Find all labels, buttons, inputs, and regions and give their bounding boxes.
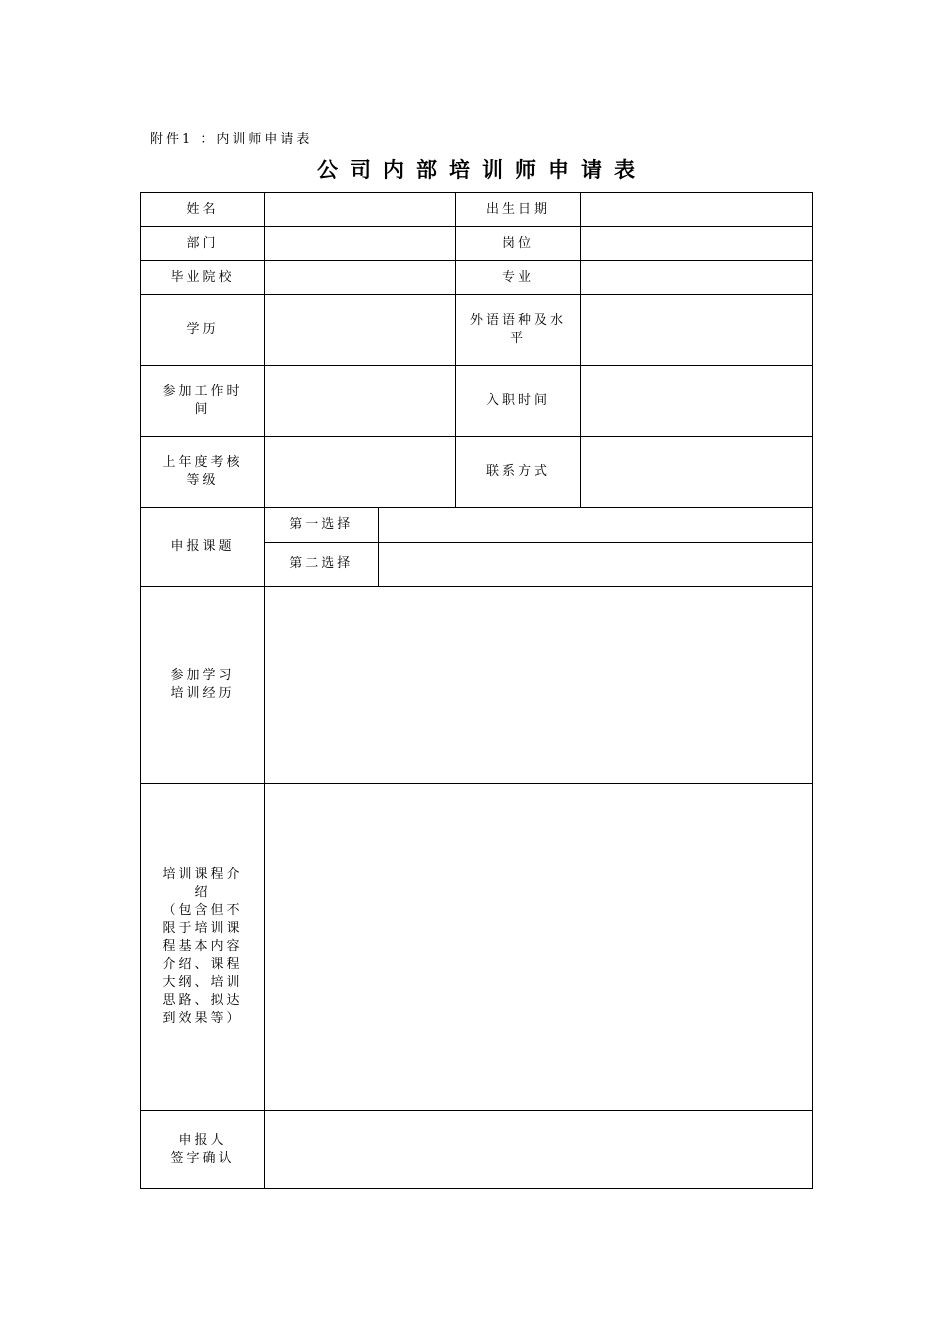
row-applicant — [141, 1111, 813, 1189]
field-major[interactable] — [581, 261, 813, 295]
label-work-start-line2: 间 — [194, 402, 211, 417]
label-major: 专业 — [456, 261, 581, 295]
label-applicant — [141, 1111, 265, 1189]
label-language-line2: 平 — [509, 331, 526, 346]
application-form — [140, 192, 813, 1189]
label-course-intro-line: 介绍、课程 — [162, 957, 243, 972]
row-work-start — [141, 366, 813, 437]
label-topics: 申报课题 — [141, 508, 265, 587]
label-experience-line2: 培训经历 — [170, 686, 235, 701]
label-applicant-line2: 签字确认 — [170, 1150, 235, 1166]
field-course-intro[interactable] — [265, 784, 813, 1111]
field-department[interactable] — [265, 227, 456, 261]
field-applicant-signature[interactable] — [265, 1111, 813, 1189]
field-name[interactable] — [265, 193, 456, 227]
field-contact[interactable] — [581, 437, 813, 508]
row-topics — [141, 508, 813, 587]
row-experience — [141, 587, 813, 784]
label-language — [456, 295, 581, 366]
label-evaluation — [141, 437, 265, 508]
row-education — [141, 295, 813, 366]
label-hire-date: 入职时间 — [456, 366, 581, 437]
field-school[interactable] — [265, 261, 456, 295]
label-birth-date: 出生日期 — [456, 193, 581, 227]
label-experience-line1: 参加学习 — [170, 668, 235, 683]
row-department — [141, 227, 813, 261]
label-choice-1: 第一选择 — [265, 508, 378, 542]
label-contact: 联系方式 — [456, 437, 581, 508]
field-experience[interactable] — [265, 587, 813, 784]
label-work-start-line1: 参加工作时 — [162, 384, 243, 399]
label-course-intro-line: 大纲、培训 — [162, 975, 243, 990]
label-course-intro-line: 思路、拟达 — [162, 993, 243, 1008]
label-course-intro-line: 限于培训课 — [162, 921, 243, 936]
field-choice-1[interactable] — [378, 508, 812, 542]
label-evaluation-line2: 等级 — [186, 473, 219, 488]
label-name: 姓名 — [141, 193, 265, 227]
attachment-label: 附件1 ：内训师申请表 — [150, 132, 313, 147]
label-department: 部门 — [141, 227, 265, 261]
field-education[interactable] — [265, 295, 456, 366]
field-evaluation[interactable] — [265, 437, 456, 508]
label-course-intro-line: 绍 — [194, 885, 211, 900]
label-choice-2: 第二选择 — [265, 542, 378, 586]
row-course-intro — [141, 784, 813, 1111]
label-position: 岗位 — [456, 227, 581, 261]
label-course-intro-line: 到效果等） — [162, 1011, 243, 1026]
label-course-intro-line: （包含但不 — [162, 903, 243, 918]
topic-row-1 — [265, 508, 812, 542]
topics-table — [265, 508, 812, 586]
row-name — [141, 193, 813, 227]
topic-row-2 — [265, 542, 812, 586]
row-evaluation — [141, 437, 813, 508]
label-course-intro-line: 程基本内容 — [162, 939, 243, 954]
label-course-intro — [141, 784, 265, 1111]
field-work-start[interactable] — [265, 366, 456, 437]
field-language[interactable] — [581, 295, 813, 366]
label-school: 毕业院校 — [141, 261, 265, 295]
label-course-intro-line: 培训课程介 — [162, 867, 243, 882]
label-language-line1: 外语语种及水 — [469, 313, 566, 328]
topics-choices — [265, 508, 813, 587]
field-hire-date[interactable] — [581, 366, 813, 437]
field-birth-date[interactable] — [581, 193, 813, 227]
page-title: 公司内部培训师申请表 — [317, 158, 647, 182]
label-evaluation-line1: 上年度考核 — [162, 455, 243, 470]
label-work-start — [141, 366, 265, 437]
field-choice-2[interactable] — [378, 542, 812, 586]
field-position[interactable] — [581, 227, 813, 261]
row-school — [141, 261, 813, 295]
label-experience — [141, 587, 265, 784]
label-applicant-line1: 申报人 — [178, 1132, 227, 1148]
label-education: 学历 — [141, 295, 265, 366]
